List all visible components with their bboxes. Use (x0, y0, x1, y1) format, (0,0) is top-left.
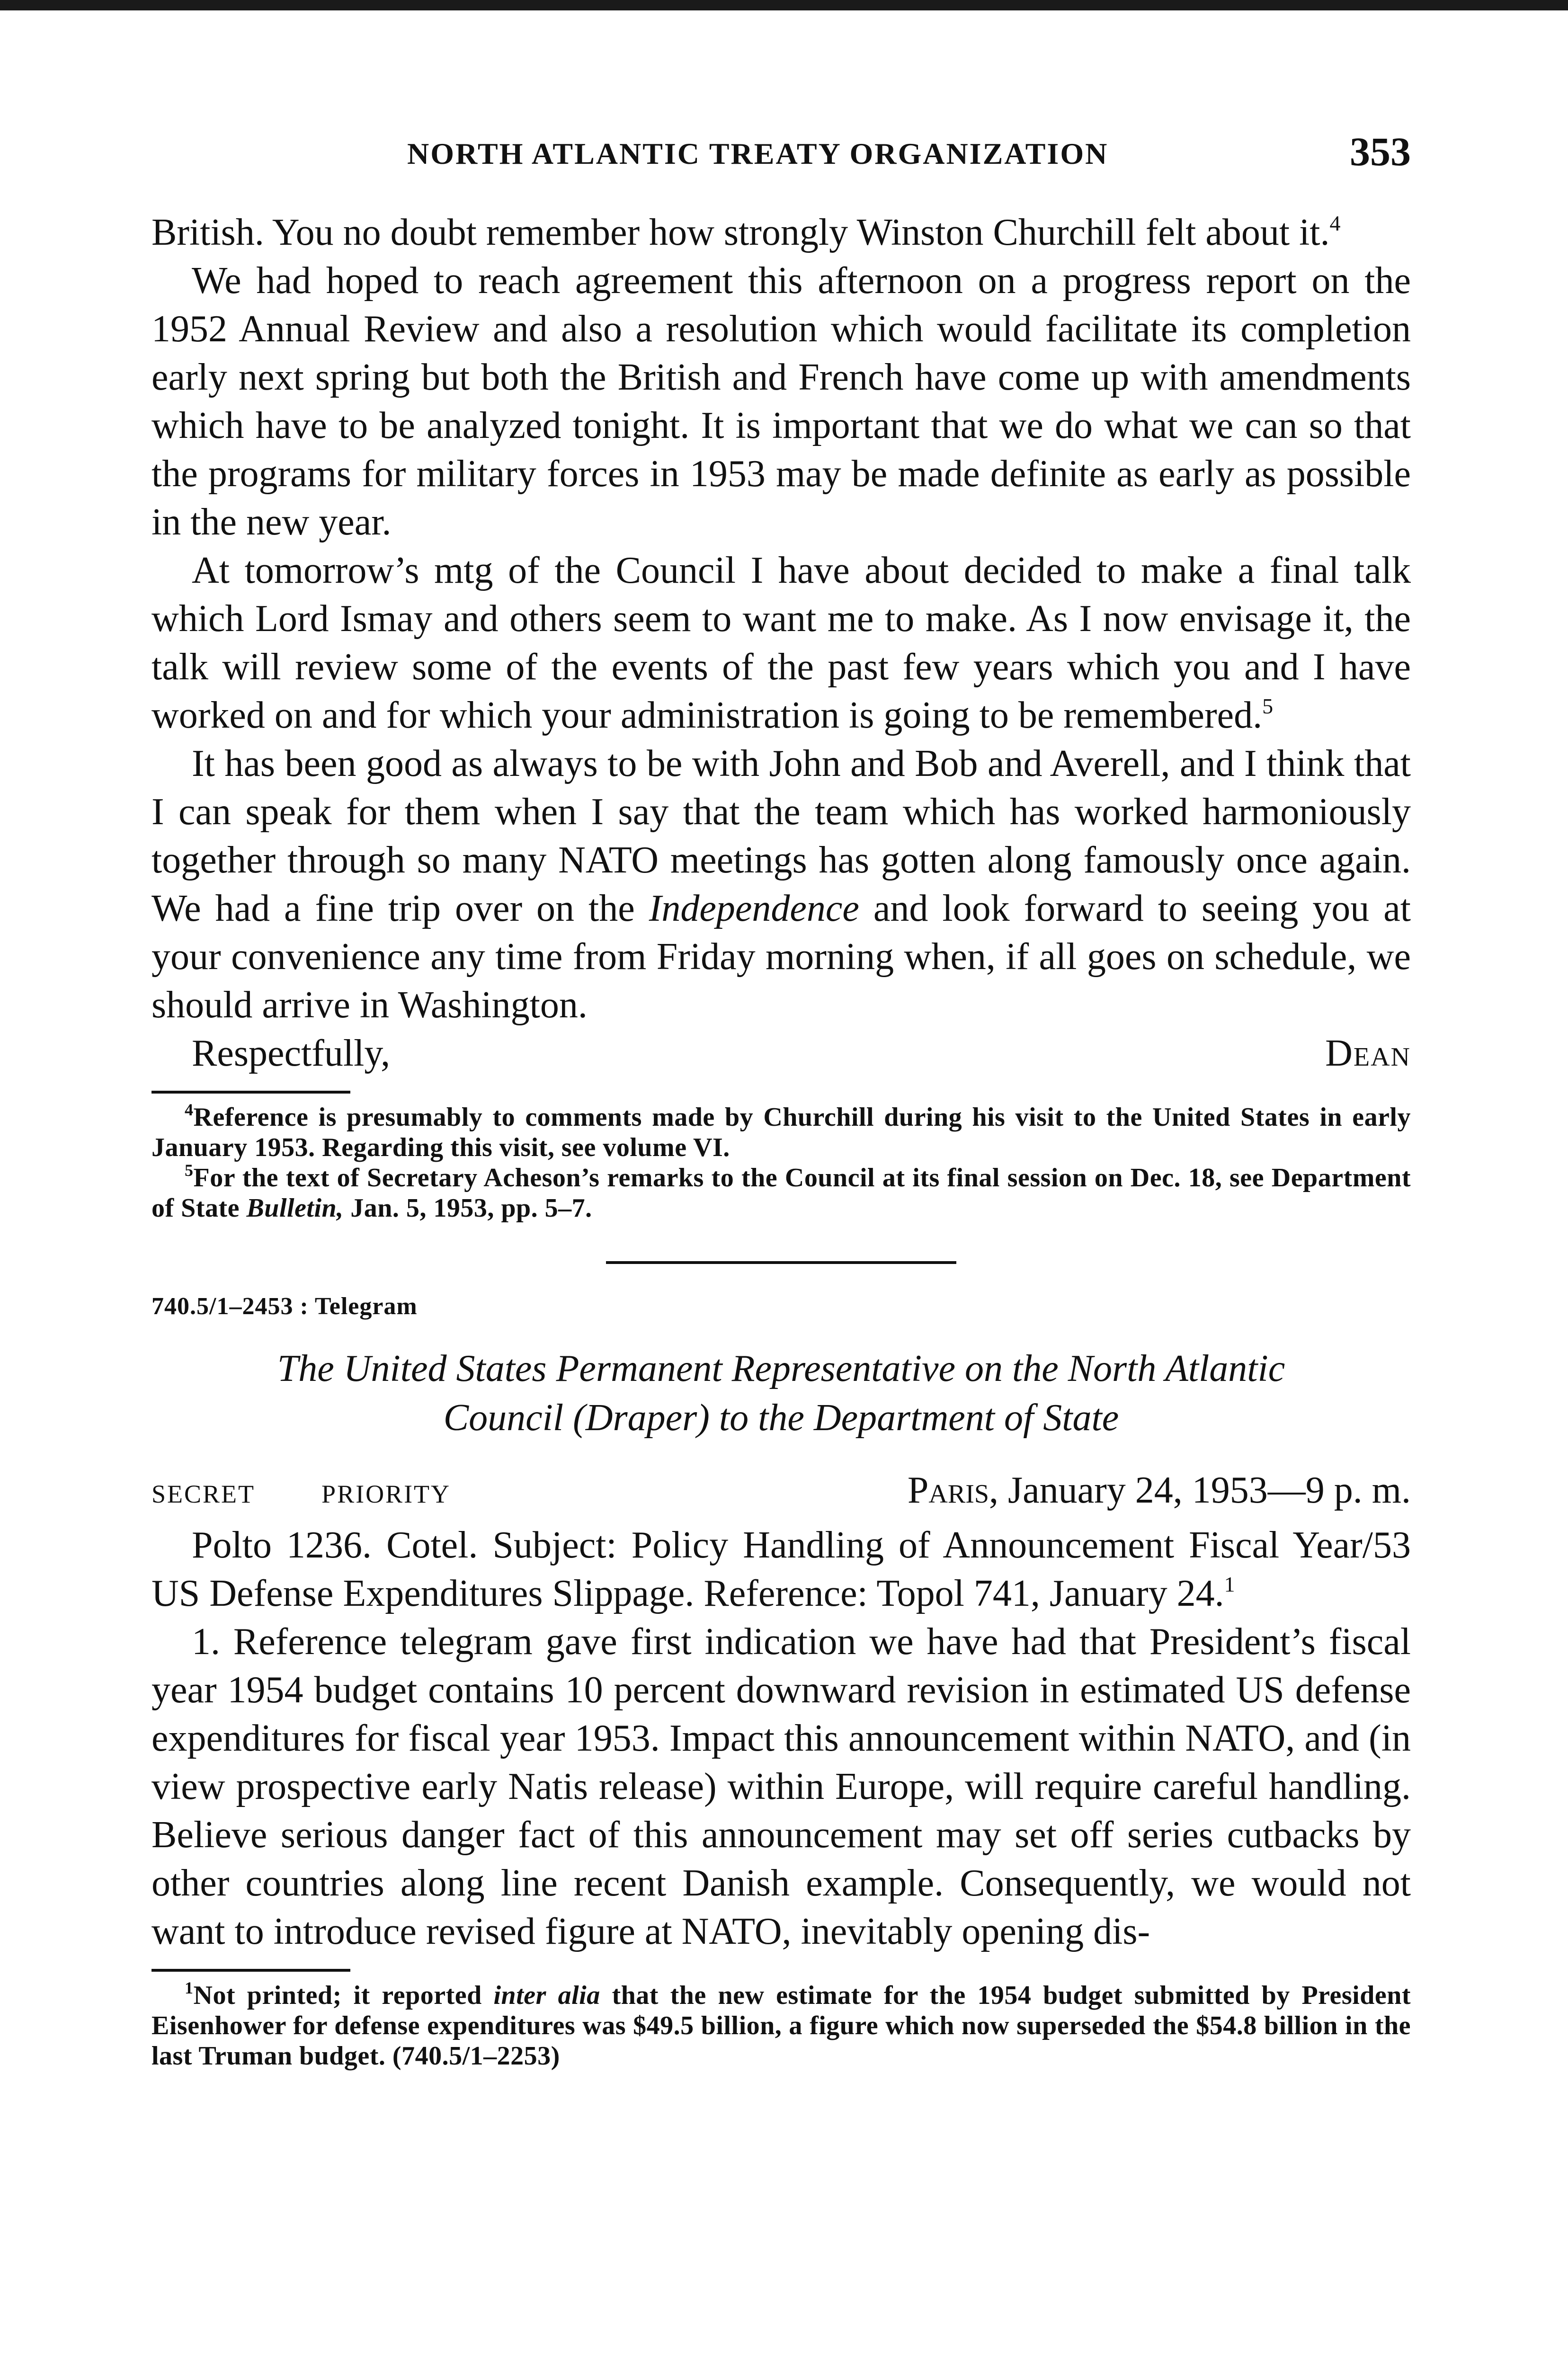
place-and-date: Paris, January 24, 1953—9 p. m. (907, 1469, 1411, 1511)
ship-name: Independence (649, 888, 859, 929)
document-separator (606, 1261, 956, 1264)
page-top-edge (0, 0, 1568, 10)
signature: Dean (1325, 1032, 1411, 1074)
priority-mark: PRIORITY (321, 1480, 451, 1508)
letter-closing (151, 1029, 1411, 1077)
letter-paragraph-3: At tomorrow’s mtg of the Council I have about decided to make a final talk which Lord Ismay and others seem to want me to make. As I now envisage it, the talk will review some of the events of the past few years which you and I have worked on and for which your administration is going to be remembered.$^5$ (151, 550, 1411, 736)
footnote-4: $^4$Reference is presumably to comments made by Churchill during his visit to the United States in early January 1953. Regarding this visit, see volume VI. (151, 1100, 1411, 1162)
footnote-divider (151, 1091, 350, 1094)
running-header (151, 128, 1411, 180)
footnote-ref-1: 1 (1224, 1572, 1235, 1596)
file-reference: 740.5/1–2453 : Telegram (151, 1293, 418, 1320)
footnote-ref-4: 4 (1329, 211, 1341, 235)
letter-continuation (151, 208, 1411, 2071)
letter-paragraph-4: It has been good as always to be with John and Bob and Averell, and I think that I can speak for them when I say that the team which has worked harmoniously together through so many NATO meetings has gotten along famously once again. We had a fine trip over on the Independence and look forward to seeing you at your convenience any time from Friday morning when, if all goes on schedule, we should arrive in Washington. (151, 743, 1411, 1026)
telegram-paragraph-2: 1. Reference telegram gave first indication we have had that President’s fiscal year 1954 budget contains 10 percent downward revision in estimated US defense expenditures for fiscal year 1953. Impact this announcement within NATO, and (in view prospective early Natis release) within Europe, will require careful handling. Believe serious danger fact of this announcement may set off series cutbacks by other countries along line recent Danish example. Consequently, we would not want to introduce revised figure at NATO, inevitably opening dis- (151, 1621, 1411, 1952)
classification-mark: SECRET (151, 1480, 256, 1508)
footnote-divider-2 (151, 1969, 350, 1972)
complimentary-close: Respectfully, (192, 1032, 391, 1074)
document-title: The United States Permanent Representative on the North Atlantic Council (Draper) to the Department of State (277, 1348, 1285, 1439)
footnote-5: $^5$For the text of Secretary Acheson’s remarks to the Council at its final session on Dec. 18, see Department of State Bulletin, Jan. 5, 1953, pp. 5–7. (151, 1161, 1411, 1223)
dateline (151, 1466, 1411, 1518)
page-number: 353 (1350, 129, 1411, 174)
letter-paragraph-2: We had hoped to reach agreement this afternoon on a progress report on the 1952 Annual Review and also a resolution which would facilitate its completion early next spring but both the British and French have come up with amendments which have to be analyzed tonight. It is important that we do what we can so that the programs for military forces in 1953 may be made definite as early as possible in the new year. (151, 260, 1411, 543)
running-title: NORTH ATLANTIC TREATY ORGANIZATION (407, 137, 1109, 170)
letter-paragraph-1: British. You no doubt remember how strongly Winston Churchill felt about it.$^4$ (151, 211, 1341, 253)
footnote-ref-5: 5 (1262, 694, 1274, 718)
telegram-paragraph-1: Polto 1236. Cotel. Subject: Policy Handling of Announcement Fiscal Year/53 US Defense Expenditures Slippage. Reference: Topol 741, January 24.$^1$ (151, 1524, 1411, 1614)
footnote-1: $^1$Not printed; it reported inter alia that the new estimate for the 1954 budget submitted by President Eisenhower for defense expenditures was $49.5 billion, a figure which now superseded the $54.8 billion in the last Truman budget. (740.5/1–2253) (151, 1978, 1411, 2071)
